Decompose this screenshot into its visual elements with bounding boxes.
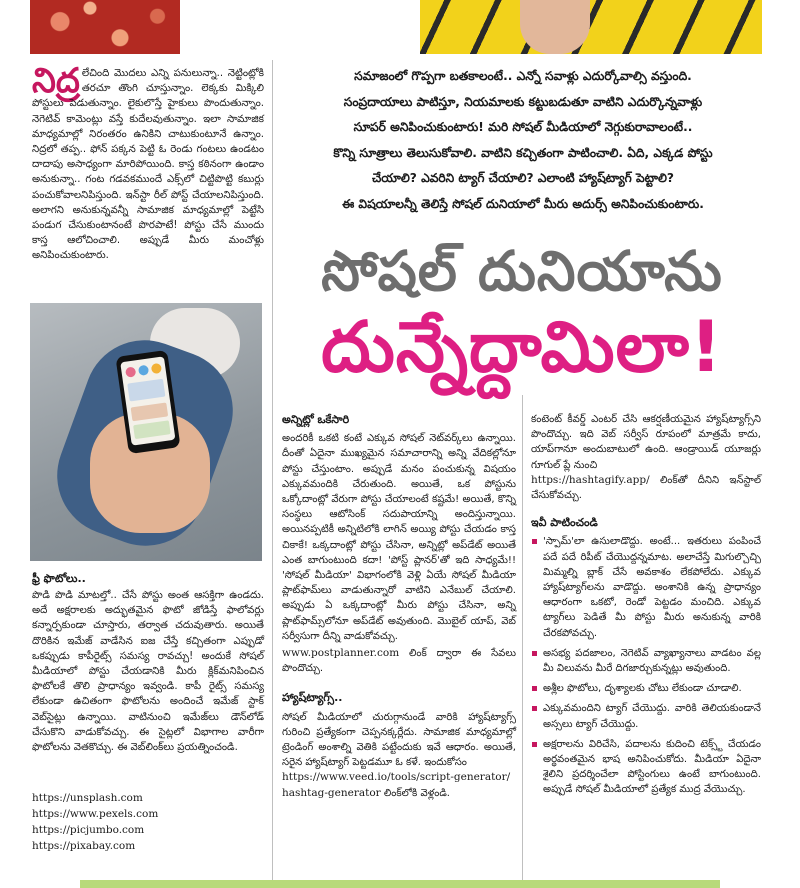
left-intro-paragraph: లేచింది మొదలు ఎన్ని పనులున్నా.. నెట్టింట్లోకి తరచూ తొంగి చూస్తున్నాం. లెక్కకు మిక్కిలి పోస్టులు పెడుతున్నాం. లైకులొస్తే హైకులు పొందుతున్నాం. నెగెటివ్ కామెంట్లు వస్తే కుదేలవుతున్నాం. ఇలా సామాజిక మాధ్యమాల్లో నిరంతరం ఉనికిని చాటుకుంటూనే ఉన్నాం. నిద్రలో తప్ప.. ఫోన్ పక్కన పెట్టి ఓ రెండు గంటలు ఉండటం దాదాపు అసాధ్యంగా మారిపోయింది. కాస్త కఠినంగా ఉండాం అనుకున్నా.. గంట గడవకముందే ఎక్స్‌లో చిట్టిపొట్టి కబుర్లు పంచుకోవాలనిపిస్తుంది. ఇన్‌స్టా రీల్ పోస్ట్ చేయాలనిపిస్తుంది. అలాగని అనుకున్నవన్నీ సామాజిక మాధ్యమాల్లో పెట్టేసి పండుగ చేసుకుంటానంటే పొరపాటే! పోస్టు చేసే ముందు కాస్త ఆలోచించాలి. అప్పుడే మీరు మంచోళ్లు అనిపించుకుంటారు. [32, 68, 264, 262]
intro-line: చేయాలి? ఎవరిని ట్యాగ్ చేయాలి? ఎలాంటి హ్యాష్‌ట్యాగ్ పెట్టాలి? [371, 171, 675, 185]
all-at-once-text: అందరికీ ఒకటి కంటే ఎక్కువ సోషల్ నెట్‌వర్క్‌లు ఉన్నాయి. దీంతో ఏదైనా ముఖ్యమైన సమాచారాన్ని అన్ని వేదికల్లోనూ పోస్టు చేస్తుంటాం. అప్పుడే మనం పంచుకున్న విషయం ఎక్కువమందికి చేరుతుంది. అయితే, ఒక పోస్టును ఒక్కోదాంట్లో వేరుగా పోస్టు చేయాలంటే కష్టమే! అయితే, కొన్ని సంస్థలు ఆటోసింక్ సదుపాయాన్ని అందిస్తున్నాయి. అయినప్పటికీ అన్నిటిలోకి లాగిన్ అయ్యి పోస్టు చేయడం కాస్త చికాకే! ఒక్కదాంట్లో పోస్టు చేసినా, అన్నిట్లో అప్‌డేట్ అయితే ఎంత బాగుంటుంది కదా! 'పోస్ట్ ప్లానర్'తో ఇది సాధ్యమే!! 'సోషల్ మీడియా' విభాగంలోకి వెళ్లి ఏయే సోషల్ మీడియా ప్లాట్‌ఫామ్‌లు వాడుతున్నారో వాటిని ఎనేబుల్ చేయాలి. అప్పుడు ఏ ఒక్కదాంట్లో మీరు పోస్టు చేసినా, అన్ని ప్లాట్‌ఫామ్స్‌లోనూ అప్‌డేట్ అవుతుంది. మొబైల్ యాప్, వెబ్ సర్వీసుగా దీన్ని వాడుకోవచ్చు. [282, 433, 516, 642]
postplanner-link-suffix: లింక్ ద్వారా ఈ సేవలు పొందొచ్చు. [282, 648, 516, 675]
column-divider [272, 60, 273, 880]
free-photos-text: పొడి పొడి మాటల్తో.. చేసే పోస్టు అంత ఆసక్తిగా ఉండదు. అదే అక్షరాలకు అద్భుతమైన ఫొటో జోడిస్తే ఫాలోవర్లు కన్నార్పకుండా చూస్తారు, తర్వాత చదువుతారు. అయితే దొరికిన ఇమేజ్ వాడేసిన ఐజ చేస్తే కచ్చితంగా ఎప్పుడో ఒకప్పుడు కాపీరైట్స్ సమస్య రావచ్చు! అందుకే సోషల్ మీడియాలో పోస్టు చేయడానికి మీరు క్లిక్‌మనిపించిన ఫొటోలకే తొలి ప్రాధాన్యం ఇవ్వండి. కాపీ రైట్స్ సమస్య లేకుండా ఉచితంగా ఫొటోలను అందించే ఇమేజ్ స్టాక్ వెబ్‌సైట్లు ఉన్నాయి. వాటినుంచి ఇమేజ్‌లు డౌన్‌లోడ్ చేసుకొని వాడుకోవచ్చు. ఈ సైట్లలో విభాగాల వారీగా ఫొటోలను వెతకొచ్చు. ఈ వెబ్‌లింక్‌లు ప్రయత్నించండి. [32, 590, 264, 754]
tip-item: అసభ్య పదజాలం, నెగెటివ్ వ్యాఖ్యానాలు వాడటం వల్ల మీ విలువను మీరే దిగజార్చుకున్నట్లు అవుతుంది. [531, 646, 761, 676]
hashtagify-link[interactable]: https://hashtagify.app/ [531, 473, 650, 486]
free-photos-heading: ఫ్రీ ఫొటోలు.. [32, 572, 86, 585]
intro-line: కొన్ని సూత్రాలు తెలుసుకోవాలి. వాటిని కచ్చితంగా పాటించాలి. ఏది, ఎక్కడ పోస్టు [333, 145, 713, 160]
tip-item: 'స్పామ్'లా ఉసులాడొద్దు. అంటే... ఇతరులు పంపించే పదే పదే రిపీట్ చేయొద్దన్నమాట. అలాచేస్తే మిగుల్చొచ్చి మిమ్మల్ని బ్లాక్ చేసే అవకాశం లేకపోలేదు. ఎక్కువ హ్యాష్‌ట్యాగ్‌లను వాడొద్దు. అంశానికి ఉన్న ప్రాధాన్యం ఆధారంగా ఒకటో, రెండో పెట్టడం మంచిది. ఎక్కువ ట్యాగ్‌లు పెడితే మీ పోస్టు మీరు అనుకున్న వారికి చేరకపోవచ్చు. [531, 534, 761, 640]
header-photo-right [420, 0, 762, 54]
link-picjumbo[interactable]: https://picjumbo.com [32, 824, 145, 836]
right-column [531, 412, 761, 803]
link-pexels[interactable]: https://www.pexels.com [32, 808, 159, 820]
column-divider-right [522, 395, 523, 880]
phone-photo [30, 303, 262, 561]
dropcap: నిద్ర [32, 61, 80, 101]
intro-line: సూపర్ అనిపించుకుంటారు! మరి సోషల్ మీడియాలో నెగ్గుకురావాలంటే.. [353, 120, 693, 134]
hashtagify-link-suffix: లింక్‌తో దీనిని ఇన్‌స్టాల్ చేసుకోవచ్చు. [531, 474, 761, 502]
postplanner-link[interactable]: www.postplanner.com [282, 647, 400, 660]
section-heading-all-at-once: అన్నిట్లో ఒకేసారి [282, 413, 350, 426]
veed-link[interactable]: https://www.veed.io/tools/script-generator/hashtag-generator [282, 771, 511, 799]
left-intro-text [32, 61, 264, 264]
bottom-color-bar [80, 880, 720, 888]
tip-item: ఎక్కువమందిని ట్యాగ్ చేయొద్దు. వారికి తెలియకుండానే అస్సలు ట్యాగ్ చేయొద్దు. [531, 701, 761, 731]
intro-box [288, 64, 758, 217]
intro-line: సమాజంలో గొప్పగా బతకాలంటే.. ఎన్నో సవాళ్లు ఎదుర్కోవాల్సి వస్తుంది. [354, 69, 692, 83]
free-photo-links [32, 790, 158, 854]
headline-line1: సోషల్ దునియాను [321, 239, 723, 303]
link-unsplash[interactable]: https://unsplash.com [32, 792, 143, 804]
section-heading-follow-these: ఇవీ పాటించండి [531, 516, 598, 530]
middle-column [282, 412, 516, 801]
link-pixabay[interactable]: https://pixabay.com [32, 840, 136, 852]
veed-link-suffix: లింక్‌లోకి వెళ్లండి. [380, 787, 450, 799]
tip-item: అక్షరాలను విరిచేసి, పదాలను కుదించి టెక్స్ట్ చేయడం అర్థవంతమైన భాష అనిపించుకోదు. మీడియా ఏదైనా శైలిని ప్రదర్శించేలా పోస్టింగులు ఉంటే బాగుంటుంది. అప్పుడే సోషల్ మీడియాలో ప్రత్యేక ముద్ర వేయొచ్చు. [531, 737, 761, 798]
intro-line: ఈ విషయాలన్నీ తెలిస్తే సోషల్ దునియాలో మీరు అదుర్స్ అనిపించుకుంటారు. [342, 196, 704, 211]
hashtag-app-text: కంటెంట్ కీవర్డ్ ఎంటర్ చేసి ఆకర్షణీయమైన హ్యాష్‌ట్యాగ్స్‌ని పొందొచ్చు. ఇది వెబ్ సర్వీస్ రూపంలో మాత్రమే కాదు, యాప్‌గానూ అందుబాటులో ఉంది. ఆండ్రాయిడ్ యూజర్లు గూగుల్ ప్లే నుంచి [531, 414, 761, 471]
hashtags-text: సోషల్ మీడియాలో చురుగ్గానుండే వారికి హ్యాష్‌ట్యాగ్స్ గురించి ప్రత్యేకంగా చెప్పనక్కర్లేదు. సామాజిక మాధ్యమాల్లో ట్రెండింగ్ అంశాల్ని వెతికి పట్టేందుకు ఇవే ఆధారం. అయితే, సరైన హ్యాష్‌ట్యాగ్ పెట్టడమూ ఓ కళే. ఇందుకోసం [282, 711, 516, 769]
intro-line: సంప్రదాయాలు పాటిస్తూ, నియమాలకు కట్టుబడుతూ వాటిని ఎదుర్కొన్నవాళ్లు [343, 94, 703, 109]
headline-line2: దున్నేద్దామిలా! [321, 306, 723, 388]
section-heading-hashtags: హ్యాష్‌ట్యాగ్స్.. [282, 691, 343, 705]
tip-item: అశ్లీల ఫొటోలు, దృశ్యాలకు చోటు లేకుండా చూడాలి. [531, 681, 761, 696]
header-photo-left [30, 0, 180, 54]
